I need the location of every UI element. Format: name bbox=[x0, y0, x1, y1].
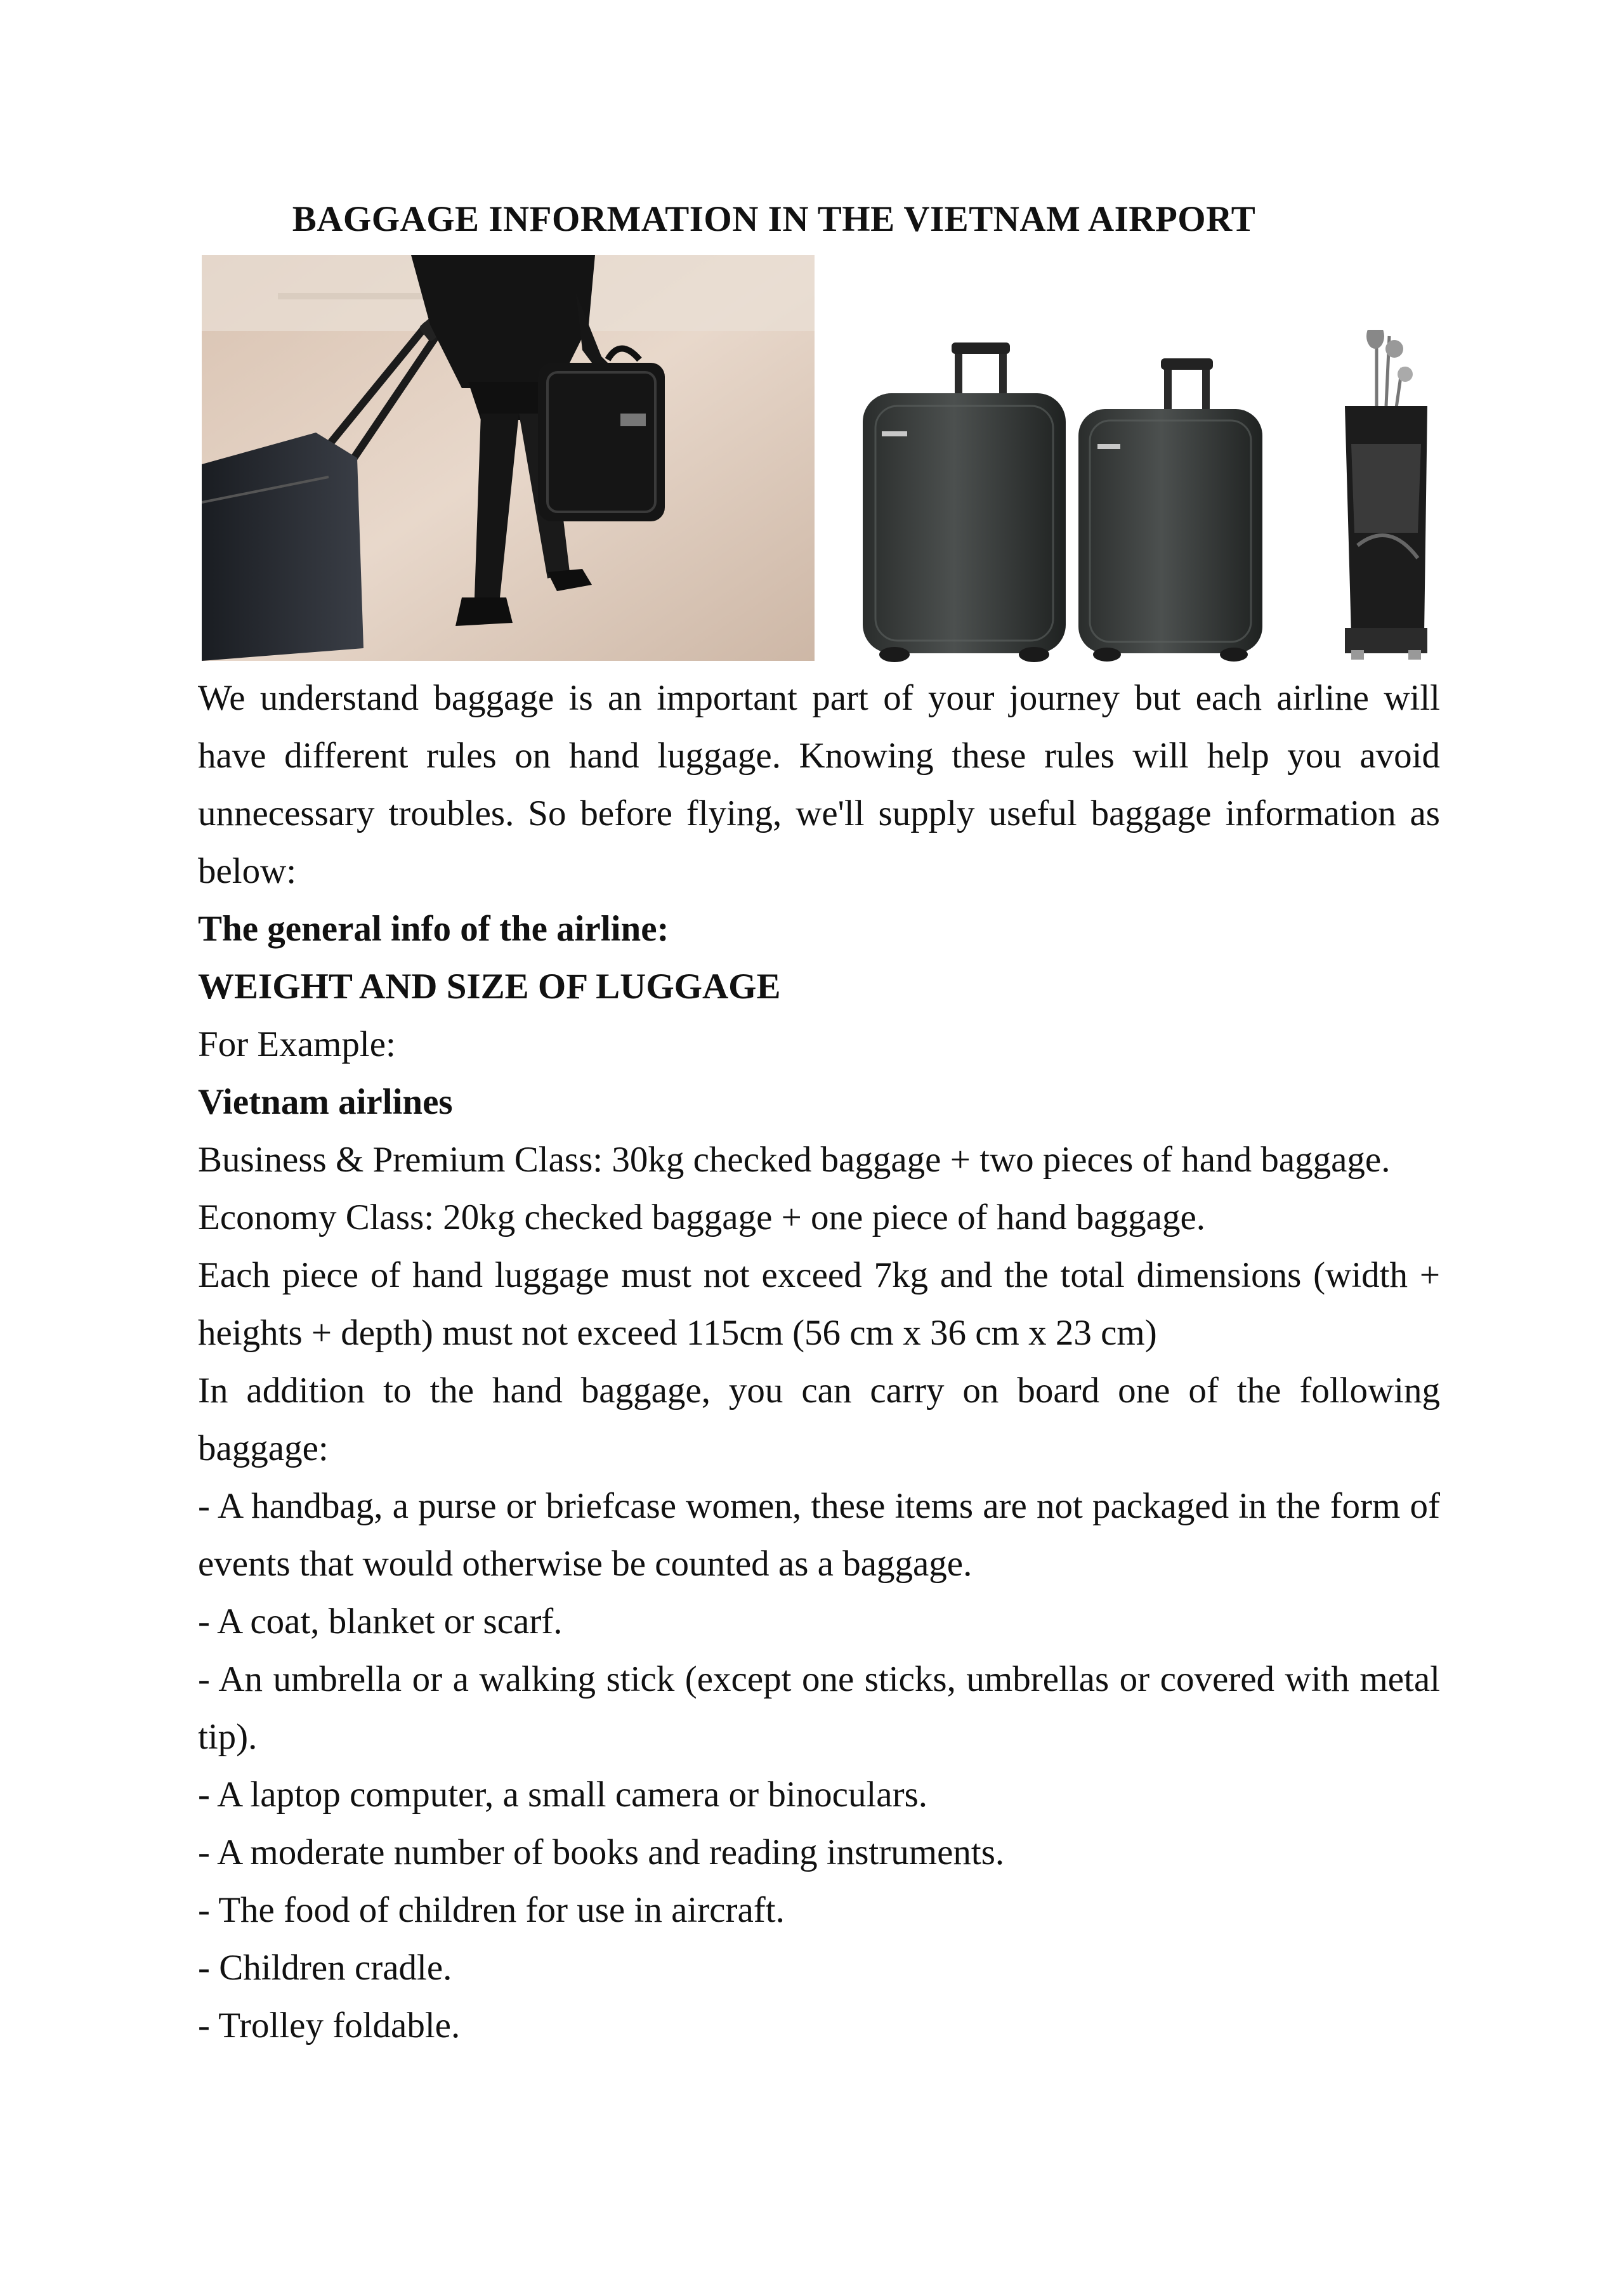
intro-paragraph: We understand baggage is an important part of your journey but each airline will have different rules on hand luggage. Knowing these rules will help you avoid unnecessary troubles. So before flying, we'll supply useful baggage information as below: bbox=[198, 678, 1440, 891]
hand-luggage-rule: Each piece of hand luggage must not exceed 7kg and the total dimensions (width + heights + depth) must not exceed 115cm (56 cm x 36 cm x 23 cm) bbox=[198, 1255, 1440, 1353]
list-item: - An umbrella or a walking stick (except one sticks, umbrellas or covered with metal tip). bbox=[198, 1659, 1440, 1757]
list-item: - Children cradle. bbox=[198, 1948, 452, 1988]
hard-shell-suitcase-icon bbox=[1078, 358, 1262, 662]
golf-bag-icon bbox=[1345, 330, 1427, 660]
list-item: - A moderate number of books and reading instruments. bbox=[198, 1832, 1005, 1872]
document-body bbox=[198, 669, 1440, 2054]
list-item: - A handbag, a purse or briefcase women, these items are not packaged in the form of events that would otherwise be counted as a baggage. bbox=[198, 1486, 1440, 1584]
additional-items-intro: In addition to the hand baggage, you can carry on board one of the following baggage: bbox=[198, 1371, 1440, 1468]
traveler-with-luggage-icon bbox=[202, 255, 815, 661]
list-item: - A coat, blanket or scarf. bbox=[198, 1601, 563, 1641]
list-item: - The food of children for use in aircraft. bbox=[198, 1890, 785, 1930]
list-item: - Trolley foldable. bbox=[198, 2006, 461, 2045]
weight-size-heading: WEIGHT AND SIZE OF LUGGAGE bbox=[198, 967, 781, 1007]
business-class-rule: Business & Premium Class: 30kg checked baggage + two pieces of hand baggage. bbox=[198, 1140, 1391, 1180]
hard-shell-suitcase-icon bbox=[863, 342, 1066, 662]
traveler-photo bbox=[202, 255, 815, 661]
example-label: For Example: bbox=[198, 1024, 396, 1064]
general-info-heading: The general info of the airline: bbox=[198, 909, 669, 949]
list-item: - A laptop computer, a small camera or binoculars. bbox=[198, 1775, 928, 1815]
airline-name: Vietnam airlines bbox=[198, 1082, 453, 1122]
page-title: BAGGAGE INFORMATION IN THE VIETNAM AIRPORT bbox=[292, 199, 1256, 239]
economy-class-rule: Economy Class: 20kg checked baggage + one piece of hand baggage. bbox=[198, 1197, 1206, 1237]
luggage-products bbox=[844, 330, 1446, 666]
